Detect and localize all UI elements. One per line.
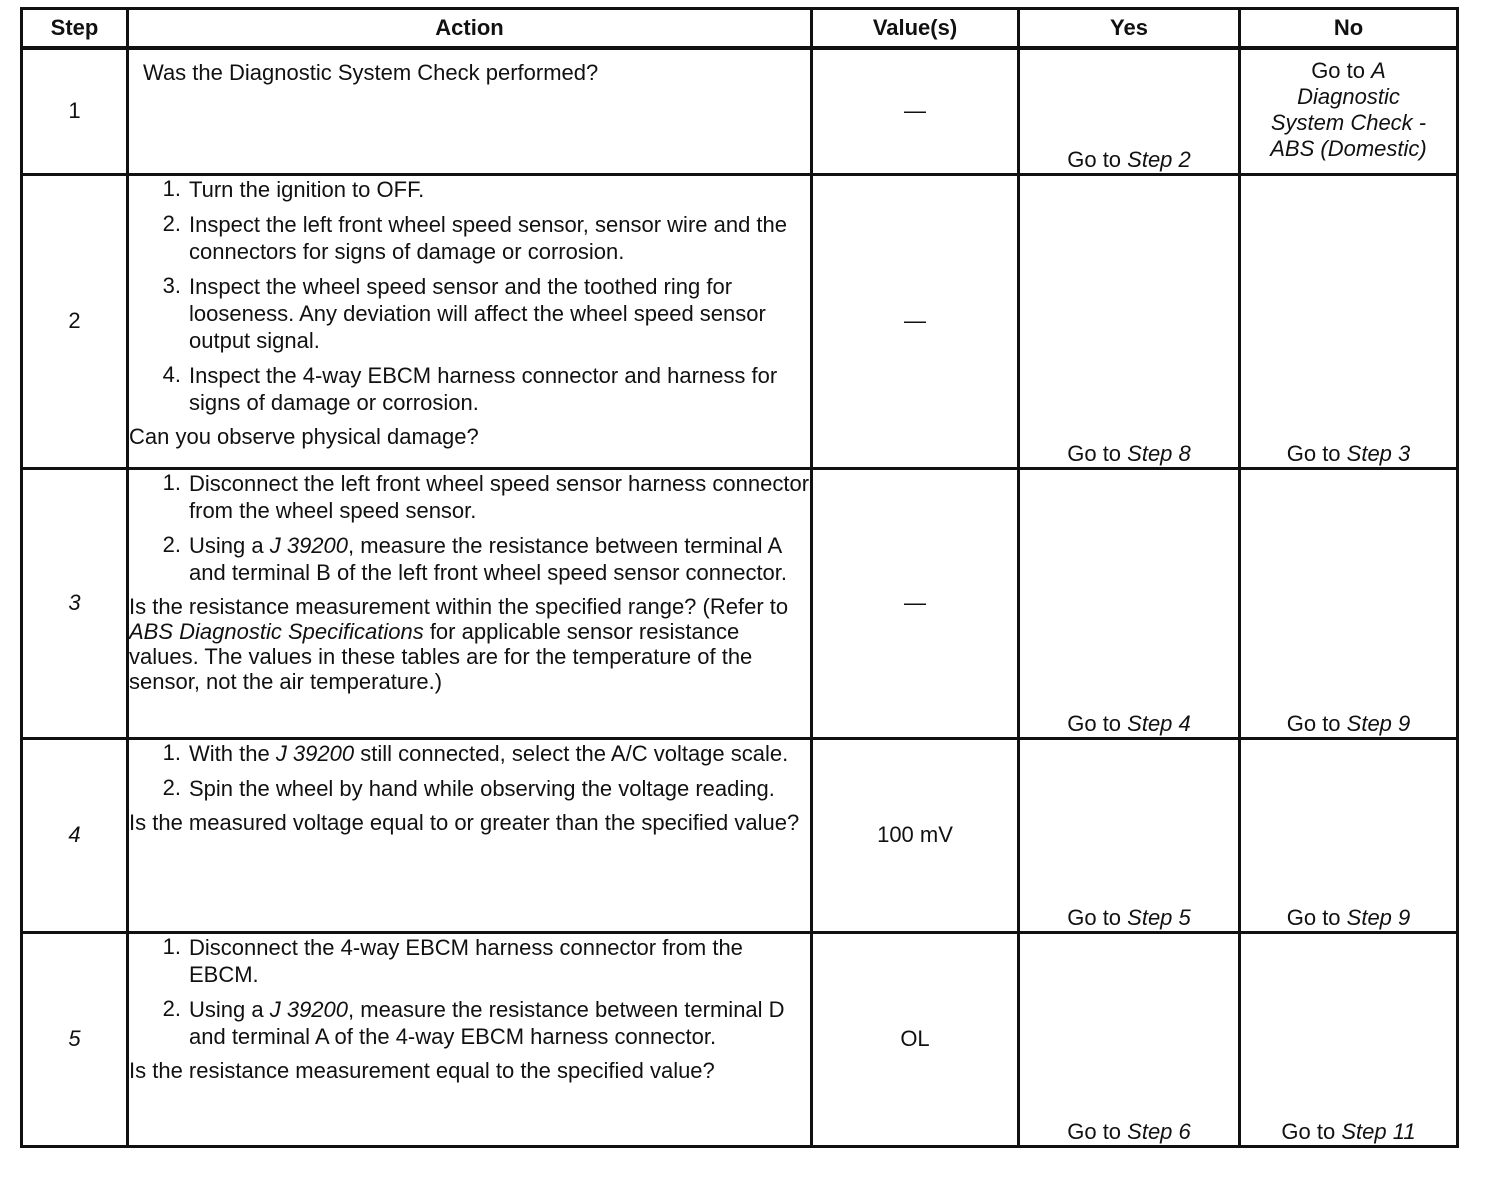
value-cell: — — [812, 468, 1019, 738]
table-row — [22, 48, 1458, 174]
step-number: 3 — [22, 468, 128, 738]
goto-prefix: Go to — [1067, 146, 1128, 172]
action-item — [129, 934, 810, 988]
text-fragment: Is the resistance measurement within the specified range? (Refer to — [129, 593, 789, 619]
text-fragment: for applicable sensor resistance values. The values in these tables are for the temperature of the sensor, not the air temperature.) — [129, 618, 753, 694]
action-item — [129, 996, 810, 1050]
goto-prefix: Go to — [1067, 904, 1128, 930]
text-fragment: still connected, select the A/C voltage scale. — [354, 740, 789, 766]
table-row — [22, 738, 1458, 932]
action-item-number: 2. — [162, 210, 181, 236]
yes-cell — [1019, 48, 1240, 174]
text-fragment: Using a — [189, 996, 270, 1022]
goto-prefix: Go to — [1311, 58, 1372, 83]
action-cell — [128, 932, 812, 1146]
no-cell — [1240, 48, 1458, 174]
action-item-number: 1. — [162, 175, 181, 201]
action-item-number: 2. — [162, 531, 181, 557]
action-item-number: 3. — [162, 272, 181, 298]
table-row — [22, 468, 1458, 738]
goto-procedure-link-line[interactable]: Diagnostic — [1297, 84, 1400, 109]
action-item-text: Inspect the wheel speed sensor and the toothed ring for looseness. Any deviation will affect the wheel speed sensor output signal. — [189, 273, 766, 353]
action-item — [129, 470, 810, 524]
value-cell: — — [812, 48, 1019, 174]
table-row — [22, 932, 1458, 1146]
yes-cell — [1019, 174, 1240, 468]
step-number: 1 — [22, 48, 128, 174]
goto-procedure-link-line[interactable]: ABS (Domestic) — [1270, 136, 1427, 161]
header-row — [22, 9, 1458, 49]
step-number: 2 — [22, 174, 128, 468]
action-question: Can you observe physical damage? — [129, 423, 479, 449]
tool-reference: J 39200 — [269, 532, 349, 558]
goto-prefix: Go to — [1286, 904, 1347, 930]
yes-cell — [1019, 468, 1240, 738]
no-cell — [1240, 468, 1458, 738]
action-cell — [128, 738, 812, 932]
goto-procedure-link-line[interactable]: System Check - — [1270, 110, 1427, 135]
action-item — [129, 273, 810, 354]
action-item-text — [189, 740, 810, 767]
action-item-text: Disconnect the 4-way EBCM harness connector from the EBCM. — [189, 934, 743, 987]
action-item — [129, 362, 810, 416]
goto-step-link[interactable]: Step 5 — [1127, 904, 1191, 930]
action-item-number: 2. — [162, 995, 181, 1021]
action-cell — [128, 174, 812, 468]
action-item-text: Inspect the left front wheel speed sensor, sensor wire and the connectors for signs of damage or corrosion. — [189, 211, 788, 264]
action-item-text — [189, 532, 810, 586]
action-item-text: Spin the wheel by hand while observing the voltage reading. — [189, 775, 775, 801]
text-fragment: , measure the resistance between terminal D and terminal A of the 4-way EBCM harness connector. — [189, 996, 785, 1049]
goto-step-link[interactable]: Step 4 — [1127, 710, 1191, 736]
goto-prefix: Go to — [1286, 710, 1347, 736]
text-fragment: With the — [189, 740, 276, 766]
action-question: Is the resistance measurement equal to the specified value? — [129, 1057, 715, 1083]
goto-prefix: Go to — [1286, 440, 1347, 466]
goto-step-link[interactable]: Step 11 — [1341, 1118, 1416, 1144]
goto-step-link[interactable]: Step 9 — [1346, 904, 1411, 930]
action-item — [129, 176, 810, 203]
action-item-text: Inspect the 4-way EBCM harness connector and harness for signs of damage or corrosion. — [189, 362, 778, 415]
goto-step-link[interactable]: Step 9 — [1346, 710, 1411, 736]
action-question: Is the measured voltage equal to or greater than the specified value? — [129, 809, 800, 835]
header-no: No — [1240, 9, 1458, 49]
action-item-number: 2. — [162, 774, 181, 800]
value-cell: OL — [812, 932, 1019, 1146]
action-question: Was the Diagnostic System Check performed? — [143, 60, 599, 85]
tool-reference: J 39200 — [269, 996, 349, 1022]
action-item-number: 4. — [162, 361, 181, 387]
action-item — [129, 775, 810, 802]
no-cell — [1240, 932, 1458, 1146]
action-item — [129, 740, 810, 767]
diagnostic-table — [20, 7, 1459, 1148]
value-cell: 100 mV — [812, 738, 1019, 932]
text-fragment: , measure the resistance between terminal A and terminal B of the left front wheel speed sensor connector. — [189, 532, 788, 585]
header-yes: Yes — [1019, 9, 1240, 49]
yes-cell — [1019, 932, 1240, 1146]
action-item-text: Disconnect the left front wheel speed sensor harness connector from the wheel speed sensor. — [189, 470, 810, 523]
action-question — [129, 594, 810, 694]
step-number: 4 — [22, 738, 128, 932]
action-item — [129, 211, 810, 265]
action-cell — [128, 468, 812, 738]
header-values: Value(s) — [812, 9, 1019, 49]
goto-prefix: Go to — [1067, 710, 1128, 736]
action-item-number: 1. — [162, 739, 181, 765]
goto-procedure-link[interactable]: A — [1371, 58, 1386, 83]
tool-reference: J 39200 — [275, 740, 355, 766]
header-step: Step — [22, 9, 128, 49]
action-item — [129, 532, 810, 586]
action-item-number: 1. — [162, 933, 181, 959]
text-fragment: Using a — [189, 532, 270, 558]
goto-prefix: Go to — [1067, 1118, 1128, 1144]
action-item-number: 1. — [162, 469, 181, 495]
goto-step-link[interactable]: Step 6 — [1127, 1118, 1191, 1144]
table-row — [22, 174, 1458, 468]
specifications-link[interactable]: ABS Diagnostic Specifications — [129, 618, 424, 644]
no-cell — [1240, 174, 1458, 468]
value-cell: — — [812, 174, 1019, 468]
action-item-text: Turn the ignition to OFF. — [189, 176, 425, 202]
goto-prefix: Go to — [1281, 1118, 1342, 1144]
goto-step-link[interactable]: Step 2 — [1127, 146, 1191, 172]
action-cell — [128, 48, 812, 174]
yes-cell — [1019, 738, 1240, 932]
no-cell — [1240, 738, 1458, 932]
step-number: 5 — [22, 932, 128, 1146]
goto-step-link[interactable]: Step 3 — [1346, 440, 1411, 466]
header-action: Action — [128, 9, 812, 49]
goto-step-link[interactable]: Step 8 — [1127, 440, 1191, 466]
goto-prefix: Go to — [1067, 440, 1128, 466]
action-item-text — [189, 996, 810, 1050]
